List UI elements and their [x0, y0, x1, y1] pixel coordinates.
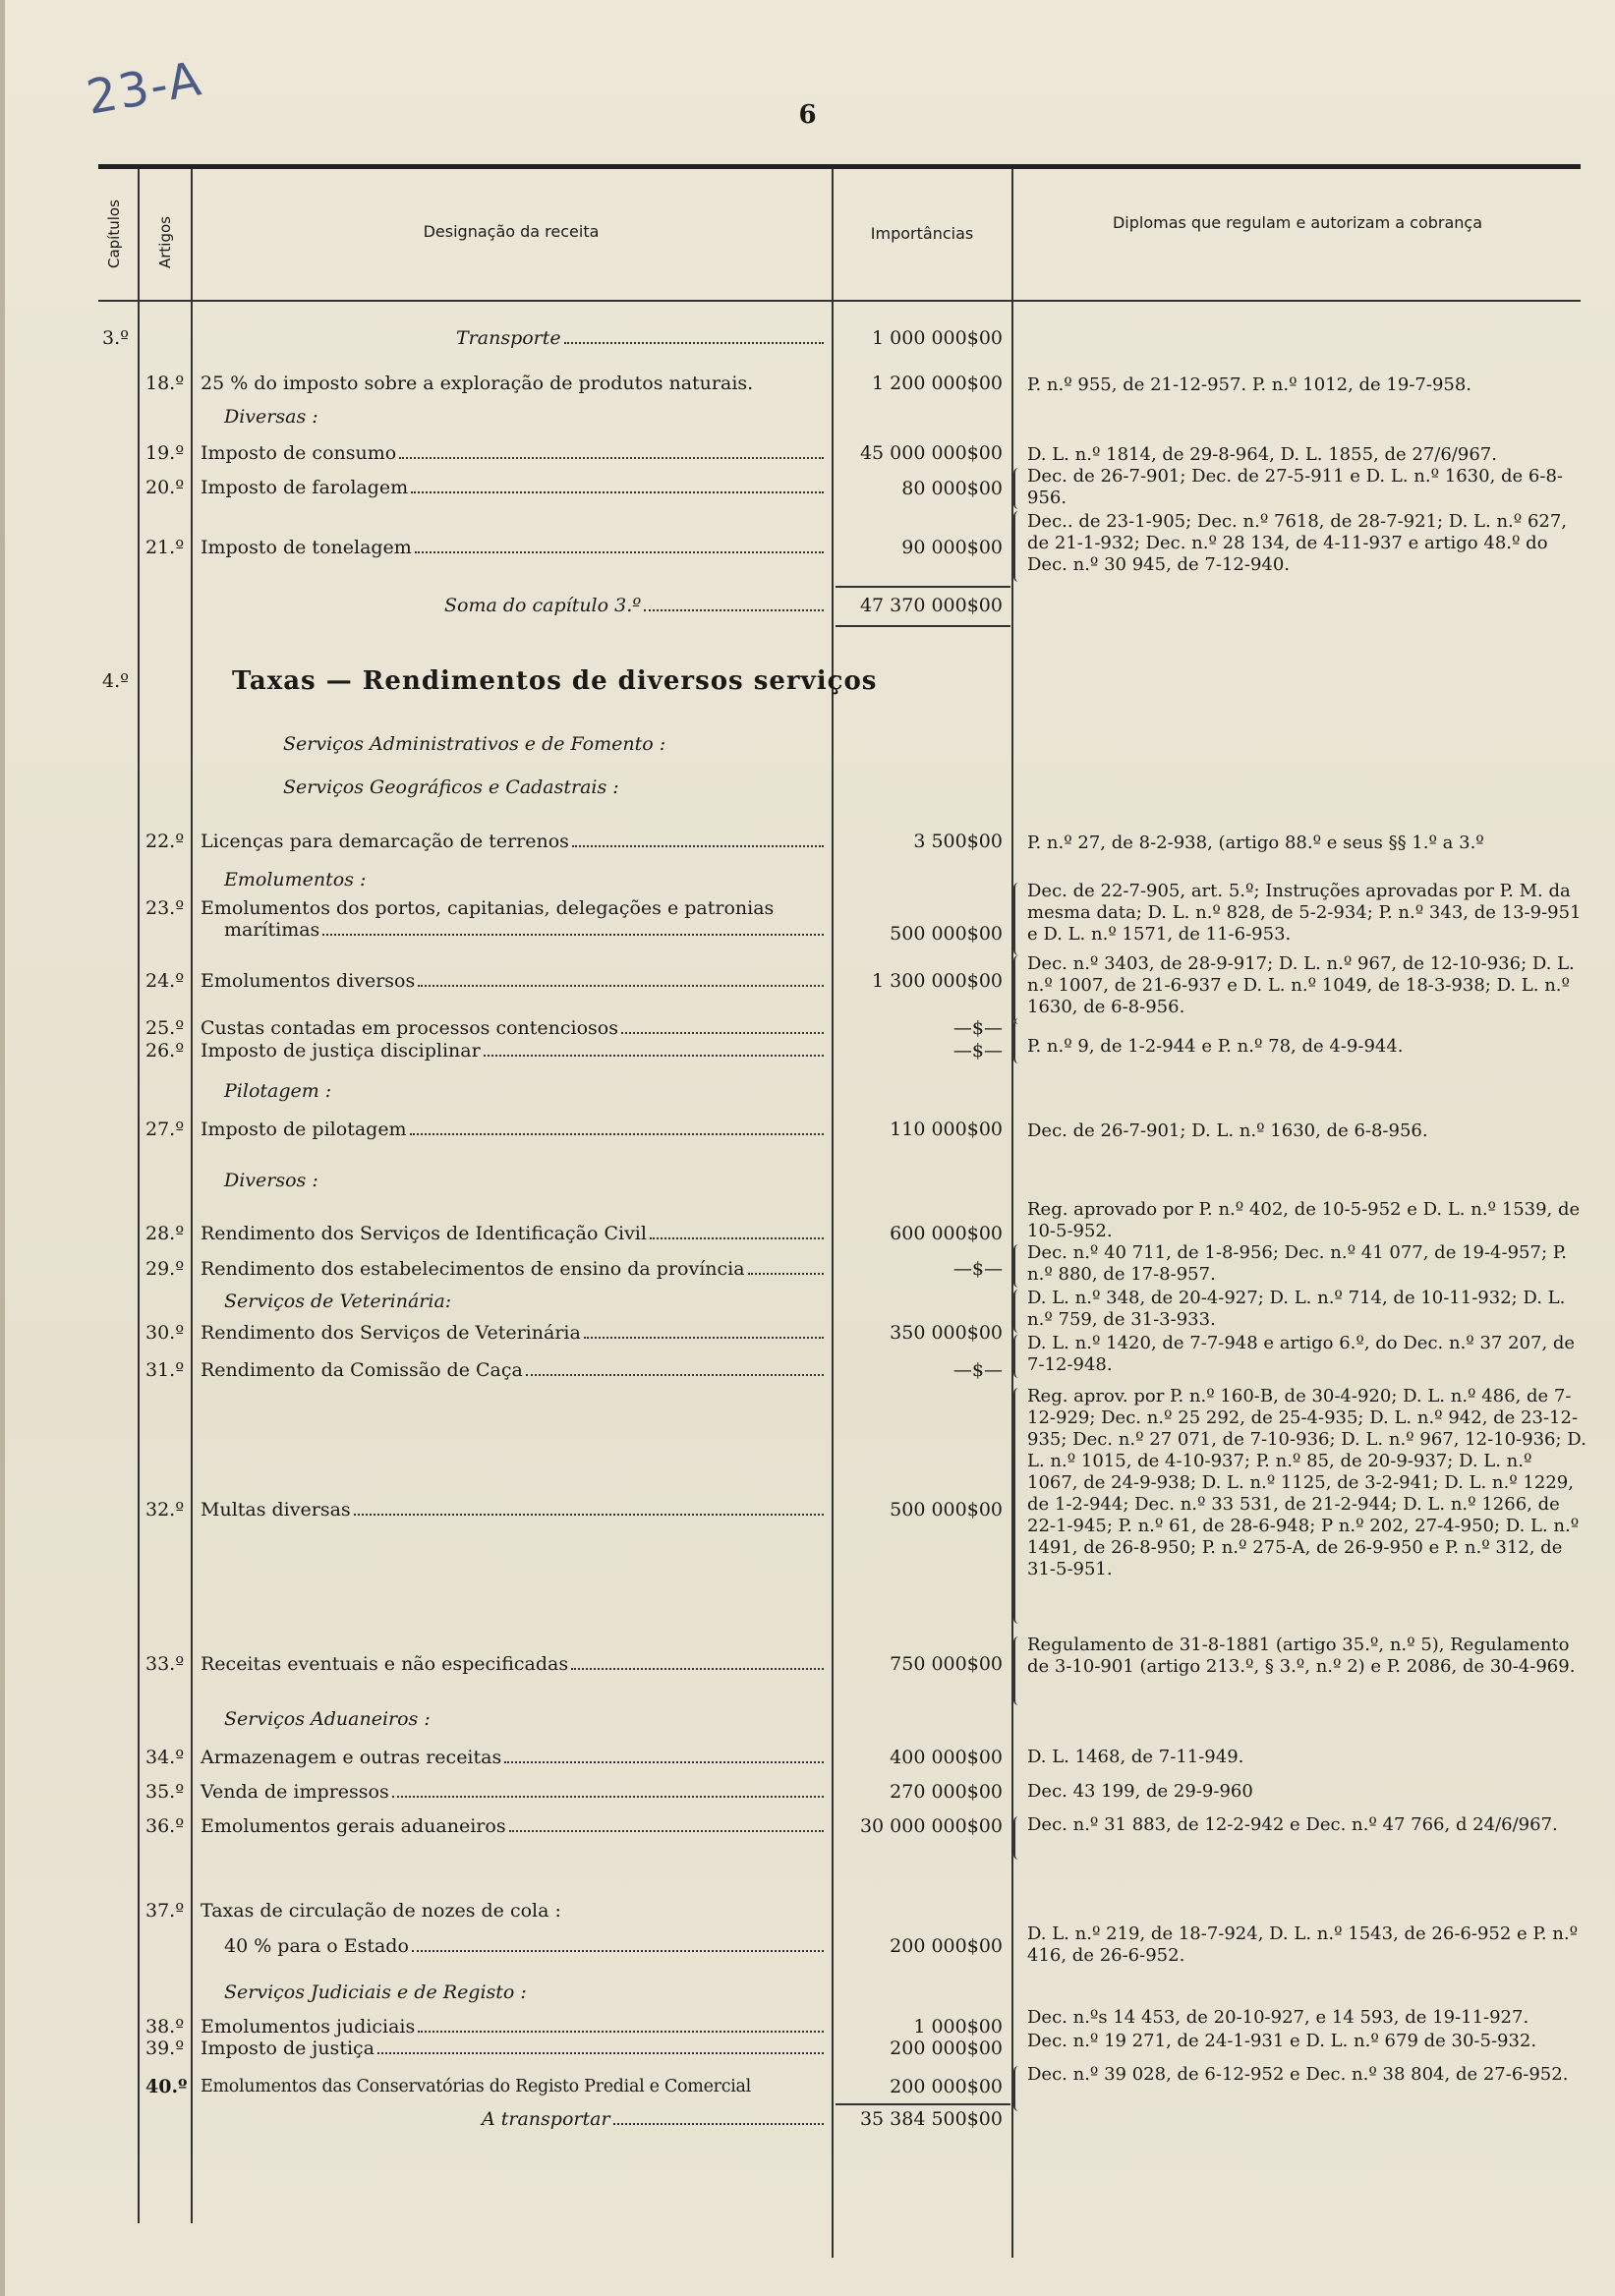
row-26-article: 26.º	[145, 1040, 185, 1062]
row-40-desc: Emolumentos das Conservatórias do Registo Predial e Comercial	[201, 2077, 751, 2096]
row-22-amount: 3 500$00	[913, 831, 1003, 852]
row-soma3-amount: 47 370 000$00	[859, 595, 1003, 616]
brace-20	[1013, 468, 1018, 509]
row-33-amount: 750 000$00	[890, 1653, 1003, 1675]
brace-33	[1013, 1636, 1018, 1705]
brace-25-26	[1013, 1018, 1018, 1063]
row-20-diploma: Dec. de 26-7-901; Dec. de 27-5-911 e D. L. n.º 1630, de 6-8-956.	[1027, 466, 1563, 508]
row-transporte-desc: Transporte	[201, 327, 826, 350]
row-31-amount: —$—	[952, 1359, 1003, 1381]
row-38-article: 38.º	[145, 2016, 185, 2038]
brace-30	[1013, 1290, 1018, 1333]
row-33-article: 33.º	[145, 1653, 185, 1675]
row-35-article: 35.º	[145, 1781, 185, 1803]
subheading-geo: Serviços Geográficos e Cadastrais :	[283, 776, 619, 798]
row-31-article: 31.º	[145, 1359, 185, 1381]
row-23-desc-line2: marítimas	[201, 919, 826, 942]
row-33-desc: Receitas eventuais e não especificadas	[201, 1653, 826, 1676]
row-40-diploma: Dec. n.º 39 028, de 6-12-952 e Dec. n.º 38 804, de 27-6-952.	[1027, 2064, 1569, 2085]
header-importancias: Importâncias	[870, 224, 974, 243]
row-23-amount: 500 000$00	[890, 923, 1003, 945]
row-36-article: 36.º	[145, 1815, 185, 1837]
row-32-desc: Multas diversas	[201, 1499, 826, 1521]
brace-29	[1013, 1244, 1018, 1288]
subheading-admin: Serviços Administrativos e de Fomento :	[283, 733, 666, 755]
row-37-desc: Taxas de circulação de nozes de cola :	[201, 1900, 561, 1922]
row-25-desc: Custas contadas em processos contenciosos	[201, 1017, 826, 1040]
row-38-amount: 1 000$00	[913, 2016, 1003, 2038]
row-atransportar-amount: 35 384 500$00	[859, 2108, 1003, 2130]
row-36-amount: 30 000 000$00	[859, 1815, 1003, 1837]
row-23-diploma: Dec. de 22-7-905, art. 5.º; Instruções aprovadas por P. M. da mesma data; D. L. n.º 828, de 5-2-934; P. n.º 343, de 13-9-951 e D. L. n.º 1571, de 11-6-953.	[1027, 881, 1582, 945]
row-34-desc: Armazenagem e outras receitas	[201, 1747, 826, 1769]
row-38-desc: Emolumentos judiciais	[201, 2016, 826, 2038]
chapter-4-cap: 4.º	[102, 670, 130, 692]
row-26-amount: —$—	[952, 1040, 1003, 1062]
row-38-diploma: Dec. n.ºs 14 453, de 20-10-927, e 14 593, de 19-11-927.	[1027, 2007, 1529, 2028]
row-19-diploma: D. L. n.º 1814, de 29-8-964, D. L. 1855, de 27/6/967.	[1027, 444, 1497, 465]
subheading-veterinaria: Serviços de Veterinária:	[224, 1291, 452, 1312]
row-19-desc: Imposto de consumo	[201, 442, 826, 465]
row-35-amount: 270 000$00	[890, 1781, 1003, 1803]
row-30-amount: 350 000$00	[890, 1322, 1003, 1344]
row-18-amount: 1 200 000$00	[872, 373, 1003, 394]
row-22-article: 22.º	[145, 831, 185, 852]
row-soma3-desc: Soma do capítulo 3.º	[201, 595, 826, 617]
row-28-article: 28.º	[145, 1223, 185, 1244]
header-capitulos: Capítulos	[105, 200, 123, 268]
row-20-desc: Imposto de farolagem	[201, 477, 826, 499]
brace-31	[1013, 1335, 1018, 1378]
row-27-article: 27.º	[145, 1119, 185, 1140]
row-22-diploma: P. n.º 27, de 8-2-938, (artigo 88.º e seus §§ 1.º a 3.º	[1027, 832, 1484, 853]
row-atransportar-desc: A transportar	[201, 2108, 826, 2131]
column-divider-desc	[832, 169, 834, 2258]
row-transporte-amount: 1 000 000$00	[872, 327, 1003, 349]
row-27-desc: Imposto de pilotagem	[201, 1119, 826, 1141]
row-24-desc: Emolumentos diversos	[201, 970, 826, 993]
brace-40	[1013, 2066, 1018, 2111]
sum-rule-top	[836, 586, 1010, 588]
row-transporte-cap: 3.º	[102, 327, 130, 349]
subheading-diversas: Diversas :	[224, 406, 318, 428]
row-20-amount: 80 000$00	[901, 478, 1003, 499]
row-18-desc: 25 % do imposto sobre a exploração de produtos naturais.	[201, 373, 754, 394]
transport-rule-top	[836, 2103, 1010, 2105]
row-40-article: 40.º	[145, 2076, 188, 2097]
row-28-desc: Rendimento dos Serviços de Identificação Civil	[201, 1223, 826, 1245]
row-34-amount: 400 000$00	[890, 1747, 1003, 1768]
row-37a-desc: 40 % para o Estado	[201, 1935, 826, 1958]
row-24-diploma: Dec. n.º 3403, de 28-9-917; D. L. n.º 967, de 12-10-936; D. L. n.º 1007, de 21-6-937 e D. L. n.º 1049, de 18-3-938; D. L. n.º 1630, de 6-8-956.	[1027, 953, 1575, 1017]
row-28-diploma: Reg. aprovado por P. n.º 402, de 10-5-952 e D. L. n.º 1539, de 10-5-952.	[1027, 1199, 1581, 1241]
row-32-article: 32.º	[145, 1499, 185, 1521]
row-31-desc: Rendimento da Comissão de Caça	[201, 1359, 826, 1382]
row-30-desc: Rendimento dos Serviços de Veterinária	[201, 1322, 826, 1345]
subheading-emolumentos: Emolumentos :	[224, 869, 367, 890]
handwritten-note: 23-A	[83, 51, 207, 126]
row-19-article: 19.º	[145, 442, 185, 464]
row-34-article: 34.º	[145, 1747, 185, 1768]
header-top-rule	[98, 164, 1581, 169]
row-22-desc: Licenças para demarcação de terrenos	[201, 831, 826, 853]
brace-21	[1013, 511, 1018, 582]
column-divider-cap	[138, 169, 140, 2223]
header-bottom-rule	[98, 300, 1581, 302]
row-23-article: 23.º	[145, 897, 185, 919]
row-30-diploma: D. L. n.º 348, de 20-4-927; D. L. n.º 714, de 10-11-932; D. L. n.º 759, de 31-3-933.	[1027, 1288, 1566, 1330]
row-18-diploma: P. n.º 955, de 21-12-957. P. n.º 1012, de 19-7-958.	[1027, 374, 1472, 395]
row-21-diploma: Dec.. de 23-1-905; Dec. n.º 7618, de 28-7-921; D. L. n.º 627, de 21-1-932; Dec. n.º 28 134, de 4-11-937 e artigo 48.º do Dec. n.º 30 945, de 7-12-940.	[1027, 511, 1568, 575]
brace-23	[1013, 883, 1018, 955]
row-31-diploma: D. L. n.º 1420, de 7-7-948 e artigo 6.º, do Dec. n.º 37 207, de 7-12-948.	[1027, 1333, 1576, 1375]
row-39-article: 39.º	[145, 2038, 185, 2059]
brace-24	[1013, 955, 1018, 1024]
sum-rule-bottom	[836, 625, 1010, 627]
column-divider-art	[191, 169, 193, 2223]
row-27-diploma: Dec. de 26-7-901; D. L. n.º 1630, de 6-8-956.	[1027, 1120, 1428, 1141]
row-29-diploma: Dec. n.º 40 711, de 1-8-956; Dec. n.º 41 077, de 19-4-957; P. n.º 880, de 17-8-957.	[1027, 1242, 1567, 1285]
row-24-amount: 1 300 000$00	[872, 970, 1003, 992]
row-28-amount: 600 000$00	[890, 1223, 1003, 1244]
row-39-amount: 200 000$00	[890, 2038, 1003, 2059]
row-26-diploma: P. n.º 9, de 1-2-944 e P. n.º 78, de 4-9-944.	[1027, 1036, 1404, 1057]
row-21-article: 21.º	[145, 537, 185, 558]
row-29-article: 29.º	[145, 1258, 185, 1280]
row-23-desc-line1: Emolumentos dos portos, capitanias, delegações e patronias	[201, 897, 775, 919]
row-27-amount: 110 000$00	[890, 1119, 1003, 1140]
row-37-article: 37.º	[145, 1900, 185, 1922]
row-29-amount: —$—	[952, 1258, 1003, 1280]
row-36-diploma: Dec. n.º 31 883, de 12-2-942 e Dec. n.º 47 766, d 24/6/967.	[1027, 1814, 1558, 1835]
page-number: 6	[798, 100, 817, 130]
row-24-article: 24.º	[145, 970, 185, 992]
row-40-amount: 200 000$00	[890, 2076, 1003, 2097]
row-36-desc: Emolumentos gerais aduaneiros	[201, 1815, 826, 1838]
page-binding-edge	[0, 0, 5, 2296]
brace-36	[1013, 1816, 1018, 1860]
row-20-article: 20.º	[145, 477, 185, 498]
header-artigos: Artigos	[156, 216, 174, 268]
subheading-pilotagem: Pilotagem :	[224, 1080, 332, 1102]
row-34-diploma: D. L. 1468, de 7-11-949.	[1027, 1747, 1244, 1767]
row-33-diploma: Regulamento de 31-8-1881 (artigo 35.º, n.º 5), Regulamento de 3-10-901 (artigo 213.º, § 3.º, n.º 2) e P. 2086, de 30-4-969.	[1027, 1635, 1576, 1677]
subheading-diversos: Diversos :	[224, 1170, 318, 1191]
row-21-desc: Imposto de tonelagem	[201, 537, 826, 559]
row-39-desc: Imposto de justiça	[201, 2038, 826, 2060]
brace-32	[1013, 1388, 1018, 1624]
row-35-desc: Venda de impressos	[201, 1781, 826, 1804]
row-37a-diploma: D. L. n.º 219, de 18-7-924, D. L. n.º 1543, de 26-6-952 e P. n.º 416, de 26-6-952.	[1027, 1923, 1579, 1966]
row-35-diploma: Dec. 43 199, de 29-9-960	[1027, 1781, 1253, 1802]
row-32-amount: 500 000$00	[890, 1499, 1003, 1521]
chapter-4-title: Taxas — Rendimentos de diversos serviços	[232, 666, 878, 696]
row-18-article: 18.º	[145, 373, 185, 394]
row-25-article: 25.º	[145, 1017, 185, 1039]
row-29-desc: Rendimento dos estabelecimentos de ensino da província	[201, 1258, 826, 1281]
subheading-aduaneiros: Serviços Aduaneiros :	[224, 1708, 431, 1730]
header-diplomas: Diplomas que regulam e autorizam a cobrança	[1112, 213, 1483, 232]
row-25-amount: —$—	[952, 1017, 1003, 1039]
row-32-diploma: Reg. aprov. por P. n.º 160-B, de 30-4-920; D. L. n.º 486, de 7-12-929; Dec. n.º 25 292, de 25-4-935; D. L. n.º 942, de 23-12-935; Dec. n.º 27 071, de 7-10-936; D. L. n.º 967, 12-10-936; D. L. n.º 1015, de 4-10-937; P. n.º 85, de 20-9-937; D. L. n.º 1067, de 24-9-938; D. L. n.º 1125, de 3-2-941; D. L. n.º 1229, de 1-2-944; Dec. n.º 33 531, de 21-2-944; D. L. n.º 1266, de 22-1-945; P. n.º 61, de 28-6-948; P n.º 202, 27-4-950; D. L. n.º 1491, de 26-8-950; P. n.º 275-A, de 26-9-950 e P. n.º 312, de 31-5-951.	[1027, 1386, 1586, 1579]
row-39-diploma: Dec. n.º 19 271, de 24-1-931 e D. L. n.º 679 de 30-5-932.	[1027, 2031, 1537, 2051]
row-21-amount: 90 000$00	[901, 537, 1003, 558]
row-30-article: 30.º	[145, 1322, 185, 1344]
subheading-judiciais: Serviços Judiciais e de Registo :	[224, 1981, 527, 2003]
row-26-desc: Imposto de justiça disciplinar	[201, 1040, 826, 1062]
header-designacao: Designação da receita	[423, 222, 600, 241]
row-19-amount: 45 000 000$00	[859, 442, 1003, 464]
row-37a-amount: 200 000$00	[890, 1935, 1003, 1957]
